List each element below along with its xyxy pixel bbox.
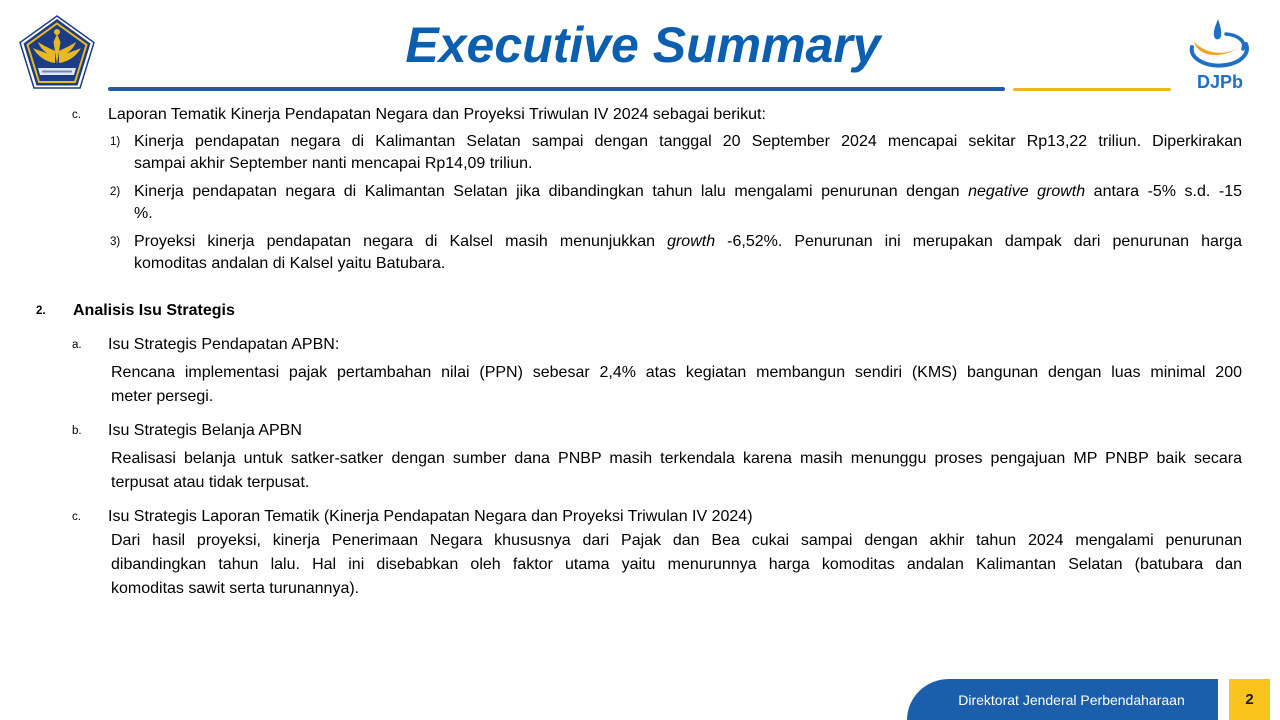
- issue-marker: a.: [72, 339, 82, 351]
- paragraph-line: komoditas sawit serta turunannya).: [111, 580, 360, 597]
- issue-heading: Isu Strategis Laporan Tematik (Kinerja Pendapatan Negara dan Proyeksi Triwulan IV 2024): [108, 508, 753, 525]
- paragraph-line: terpusat atau tidak terpusat.: [111, 474, 310, 491]
- point-marker: 2): [110, 186, 121, 198]
- section-number: 2.: [36, 305, 46, 317]
- point-marker: 3): [110, 236, 121, 248]
- text-run: komoditas andalan di Kalsel yaitu Batubara.: [134, 255, 446, 272]
- point-text: [134, 231, 1242, 275]
- text-run: Proyeksi kinerja pendapatan negara di Kalsel masih menunjukkan: [134, 233, 668, 250]
- point-line: [134, 131, 1242, 153]
- issue-paragraph: [111, 447, 1242, 495]
- italic-term: growth: [667, 233, 716, 250]
- text-run: -6,52%. Penurunan ini merupakan dampak dari penurunan harga: [715, 233, 1242, 250]
- italic-term: negative growth: [968, 183, 1086, 200]
- djpb-logo-text: DJPb: [1196, 72, 1243, 92]
- point-text: [134, 181, 1242, 225]
- title-underline-yellow: [1013, 88, 1171, 91]
- paragraph-line: Dari hasil proyeksi, kinerja Penerimaan Negara khususnya dari Pajak dan Bea cukai sampai dengan akhir tahun 2024 mengalami penurunan: [111, 532, 1242, 549]
- point-marker: 1): [110, 136, 121, 148]
- footer-org-band: [907, 679, 1218, 720]
- text-run: Kinerja pendapatan negara di Kalimantan Selatan jika dibandingkan tahun lalu mengalami penurunan dengan: [134, 183, 969, 200]
- issue-heading: Isu Strategis Pendapatan APBN:: [108, 336, 340, 353]
- page-number: 2: [1245, 691, 1254, 708]
- text-run: antara -5% s.d. -15: [1085, 183, 1243, 200]
- kemenkeu-logo-icon: [19, 15, 95, 89]
- paragraph-line: Realisasi belanja untuk satker-satker dengan sumber dana PNBP masih terkendala karena masih menunggu proses pengajuan MP PNBP baik secara: [111, 450, 1242, 467]
- paragraph-line: meter persegi.: [111, 388, 214, 405]
- paragraph-line: Rencana implementasi pajak pertambahan nilai (PPN) sebesar 2,4% atas kegiatan membangun sendiri (KMS) bangunan dengan luas minimal 200: [111, 364, 1242, 381]
- issue-heading: Isu Strategis Belanja APBN: [108, 422, 302, 439]
- point-line: [134, 153, 1242, 175]
- issue-paragraph: [111, 361, 1242, 409]
- kemenkeu-logo-graphic: [19, 15, 95, 89]
- footer-org-name: Direktorat Jenderal Perbendaharaan: [958, 691, 1185, 708]
- report-heading: Laporan Tematik Kinerja Pendapatan Negara dan Proyeksi Triwulan IV 2024 sebagai berikut:: [108, 106, 766, 123]
- section-title: Analisis Isu Strategis: [73, 302, 235, 319]
- point-text: [134, 131, 1242, 175]
- issue-paragraph: [111, 529, 1242, 601]
- title-underline-blue: [108, 87, 1005, 91]
- text-run: sampai akhir September nanti mencapai Rp14,09 triliun.: [134, 155, 533, 172]
- djpb-logo-graphic: [1188, 18, 1252, 70]
- issue-marker: c.: [72, 511, 81, 523]
- point-line: [134, 203, 1242, 225]
- point-line: [134, 231, 1242, 253]
- point-line: [134, 253, 1242, 275]
- report-marker: c.: [72, 109, 81, 121]
- point-line: [134, 181, 1242, 203]
- text-run: %.: [134, 205, 153, 222]
- paragraph-line: dibandingkan tahun lalu. Hal ini disebabkan oleh faktor utama yaitu menurunnya harga komoditas andalan Kalimantan Selatan (batubara dan: [111, 556, 1242, 573]
- page-number-box: [1229, 679, 1270, 720]
- djpb-logo-icon: [1188, 18, 1252, 70]
- issue-marker: b.: [72, 425, 82, 437]
- page-title: Executive Summary: [405, 17, 881, 73]
- text-run: Kinerja pendapatan negara di Kalimantan Selatan sampai dengan tanggal 20 September 2024 mencapai sekitar Rp13,22 triliun. Diperkirakan: [134, 133, 1242, 150]
